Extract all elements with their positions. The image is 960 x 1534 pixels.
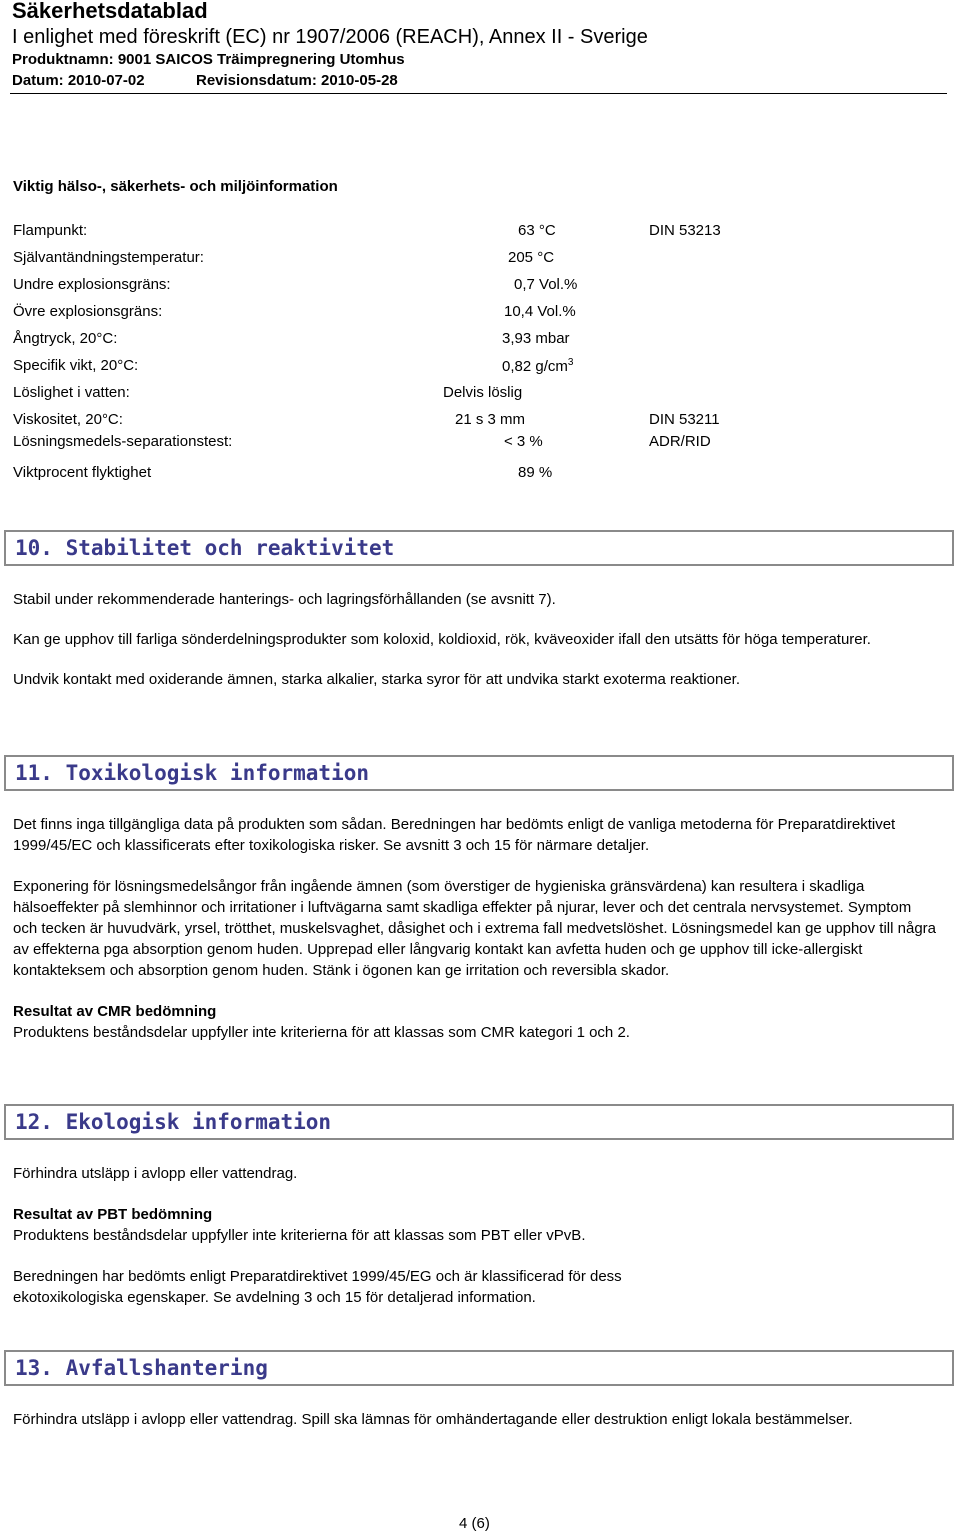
prop-label: Viskositet, 20°C: (13, 411, 123, 428)
paragraph: Beredningen har bedömts enligt Preparatdirektivet 1999/45/EG och är klassificerad för dess ekotoxikologiska egenskaper. Se avdelning 3 och 15 för detaljerad information. (13, 1268, 622, 1306)
properties-heading: Viktig hälso-, säkerhets- och miljöinformation (13, 178, 338, 195)
section-10-title: 10. Stabilitet och reaktivitet (15, 536, 395, 560)
prop-label: Självantändningstemperatur: (13, 249, 204, 266)
prop-value: 89 % (518, 464, 553, 481)
cmr-heading: Resultat av CMR bedömning (13, 1003, 217, 1020)
document-subtitle: I enlighet med föreskrift (EC) nr 1907/2006 (REACH), Annex II - Sverige (12, 26, 648, 48)
section-11-header (4, 755, 954, 791)
prop-ref: DIN 53213 (649, 222, 721, 239)
prop-label: Specifik vikt, 20°C: (13, 357, 139, 374)
prop-value: 205 °C (508, 249, 555, 266)
prop-label: Flampunkt: (13, 222, 88, 239)
prop-value: 0,7 Vol.% (514, 276, 578, 293)
section-11-title: 11. Toxikologisk information (15, 761, 370, 785)
prop-ref: ADR/RID (649, 433, 711, 450)
section-10-text (13, 589, 938, 690)
header-rule (10, 93, 947, 94)
prop-value: 0,82 $g/cm^3$ (502, 357, 574, 375)
section-10-header (4, 530, 954, 566)
paragraph: Produktens beståndsdelar uppfyller inte kriterierna för att klassas som PBT eller vPvB. (13, 1227, 586, 1244)
prop-value: < 3 % (504, 433, 543, 450)
section-13-text (13, 1409, 938, 1430)
paragraph: Undvik kontakt med oxiderande ämnen, starka alkalier, starka syror för att undvika starkt exoterma reaktioner. (13, 671, 741, 688)
document-title: Säkerhetsdatablad (12, 0, 208, 23)
section-11-text (13, 814, 938, 1043)
prop-value: 3,93 mbar (502, 330, 570, 347)
section-12-text (13, 1163, 938, 1308)
section-12-header (4, 1104, 954, 1140)
prop-label: Viktprocent flyktighet (13, 464, 152, 481)
section-12-title: 12. Ekologisk information (15, 1110, 332, 1134)
paragraph: Stabil under rekommenderade hanterings- och lagringsförhållanden (se avsnitt 7). (13, 591, 556, 608)
paragraph: Produktens beståndsdelar uppfyller inte kriterierna för att klassas som CMR kategori 1 och 2. (13, 1024, 630, 1041)
product-name: Produktnamn: 9001 SAICOS Träimpregnering Utomhus (12, 51, 405, 68)
section-13-header (4, 1350, 954, 1386)
prop-value: 63 °C (518, 222, 556, 239)
document-date: Datum: 2010-07-02 (12, 72, 145, 89)
page-number: 4 (6) (459, 1515, 490, 1532)
paragraph: Exponering för lösningsmedelsångor från ingående ämnen (som överstiger de hygieniska gränsvärdena) kan resultera i skadliga hälsoeffekter på slemhinnor och irritationer i luftvägarna samt skadliga effekter på njurar, lever och det centrala nervsystemet. Symptom och tecken är huvudvärk, yrsel, trötthet, muskelsvaghet, dåsighet och i extrema fall medvetslöshet. Lösningsmedel kan ge upphov till några av effekterna pga absorption genom huden. Upprepad eller långvarig kontakt kan avfetta huden och ge upphov till icke-allergiskt kontakteksem och absorption genom huden. Stänk i ögonen kan ge irritation och reversibla skador. (13, 878, 936, 979)
section-13-title: 13. Avfallshantering (15, 1356, 268, 1380)
paragraph: Kan ge upphov till farliga sönderdelningsprodukter som koloxid, koldioxid, rök, kväveoxider ifall den utsätts för höga temperaturer. (13, 631, 871, 648)
prop-value: 10,4 Vol.% (504, 303, 576, 320)
prop-label: Lösningsmedels-separationstest: (13, 433, 233, 450)
prop-value: 21 s 3 mm (455, 411, 526, 428)
prop-label: Övre explosionsgräns: (13, 303, 163, 320)
paragraph: Förhindra utsläpp i avlopp eller vattendrag. Spill ska lämnas för omhändertagande eller destruktion enligt lokala bestämmelser. (13, 1411, 853, 1428)
prop-label: Löslighet i vatten: (13, 384, 130, 401)
prop-label: Ångtryck, 20°C: (13, 330, 118, 347)
paragraph: Det finns inga tillgängliga data på produkten som sådan. Beredningen har bedömts enligt de vanliga metoderna för Preparatdirektivet 1999/45/EC och klassificerats efter toxikologiska risker. Se avsnitt 3 och 15 för närmare detaljer. (13, 816, 896, 854)
revision-date: Revisionsdatum: 2010-05-28 (196, 72, 398, 89)
prop-ref: DIN 53211 (649, 411, 720, 428)
paragraph: Förhindra utsläpp i avlopp eller vattendrag. (13, 1165, 298, 1182)
pbt-heading: Resultat av PBT bedömning (13, 1206, 213, 1223)
prop-value: Delvis löslig (443, 384, 523, 401)
prop-label: Undre explosionsgräns: (13, 276, 171, 293)
